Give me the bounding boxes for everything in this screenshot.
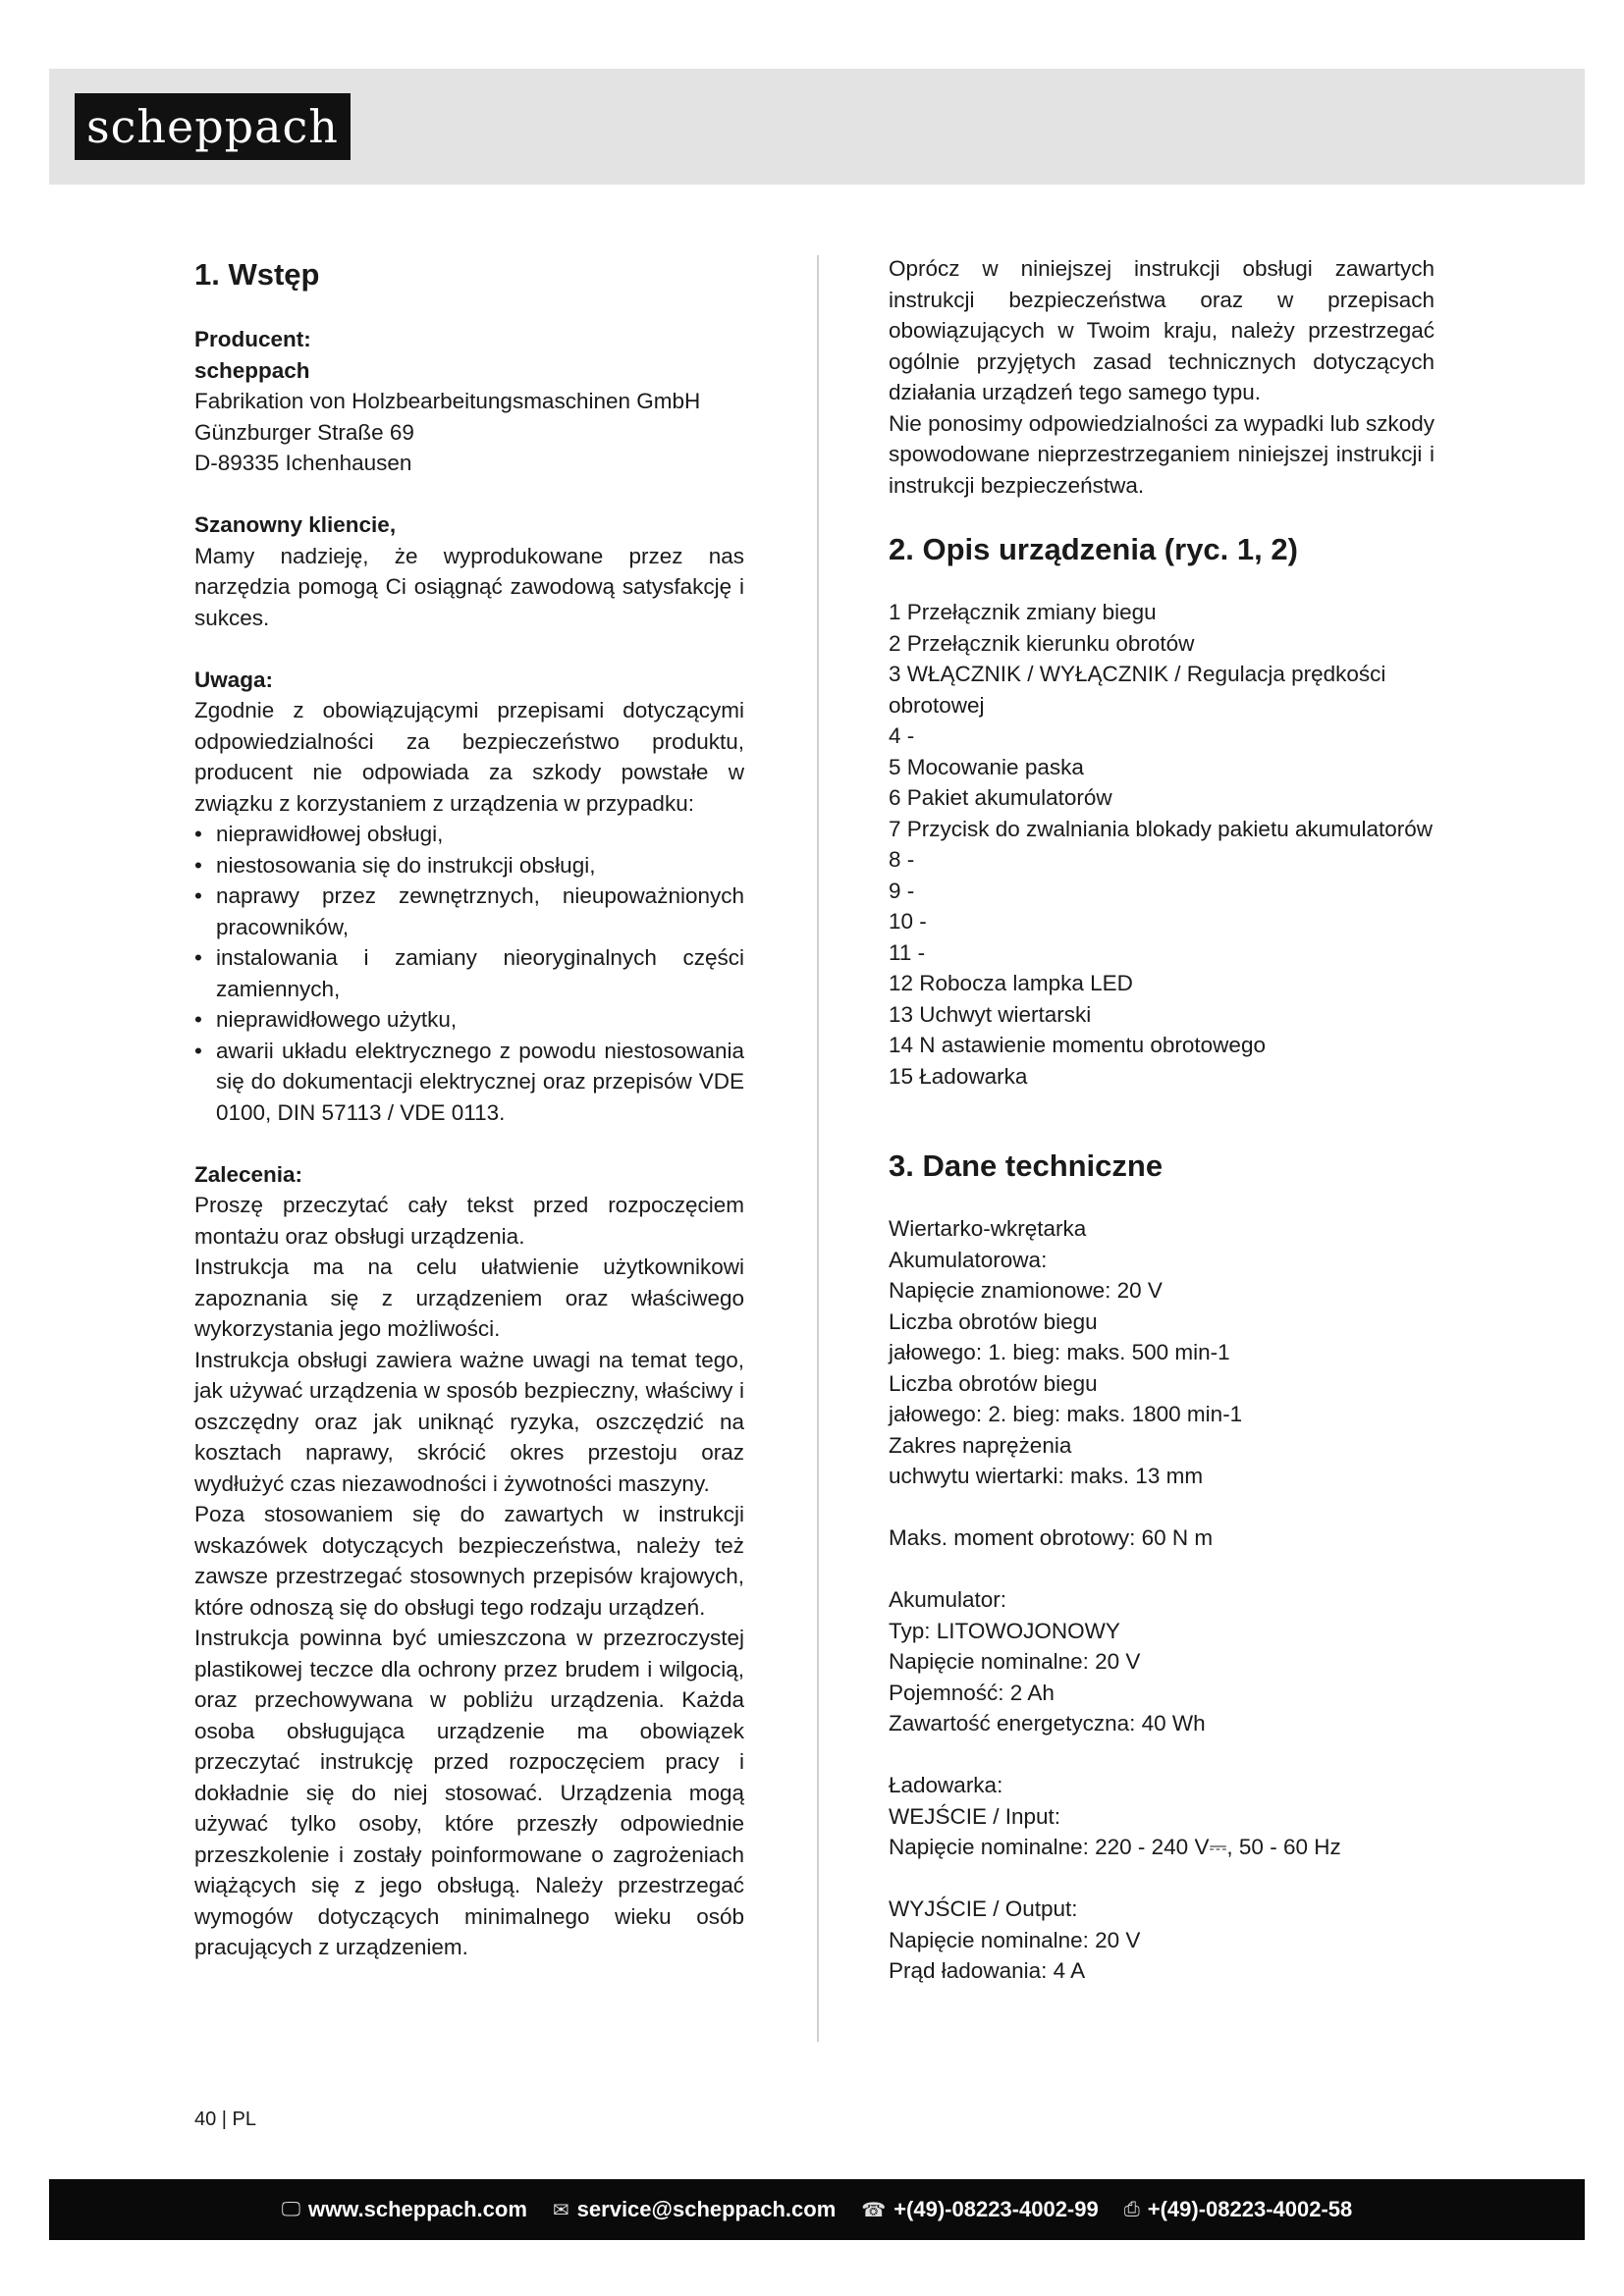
section-title-technical-data: 3. Dane techniczne [889, 1148, 1164, 1183]
list-item: • nieprawidłowego użytku, [194, 1004, 744, 1036]
recommendation-paragraph: Instrukcja ma na celu ułatwienie użytkownikowi zapoznania się z urządzeniem oraz właściwego wykorzystania jego możliwości. [194, 1255, 744, 1341]
list-item: 1 Przełącznik zmiany biegu [889, 600, 1157, 624]
tech-line: WEJŚCIE / Input: [889, 1803, 1061, 1829]
list-item: 3 WŁĄCZNIK / WYŁĄCZNIK / Regulacja prędkości obrotowej [889, 662, 1386, 718]
website-link[interactable]: www.scheppach.com [307, 2197, 527, 2221]
footer-web[interactable] [282, 2197, 527, 2222]
tech-line: Wiertarko-wkrętarka [889, 1216, 1087, 1241]
list-item: 5 Mocowanie paska [889, 754, 1084, 779]
parts-list [889, 597, 1435, 1092]
dear-text: Mamy nadzieję, że wyprodukowane przez nas narzędzia pomogą Ci osiągnąć zawodową satysfakcję i sukces. [194, 543, 744, 630]
tech-line: jałowego: 2. bieg: maks. 1800 min-1 [889, 1402, 1243, 1426]
tech-line: Pojemność: 2 Ah [889, 1680, 1055, 1705]
liability-list [194, 819, 744, 1128]
recommendations-label: Zalecenia: [194, 1161, 303, 1187]
footer-phone [861, 2197, 1098, 2222]
recommendation-paragraph: Instrukcja obsługi zawiera ważne uwagi na temat tego, jak używać urządzenia w sposób bezpieczny, właściwy i oszczędny oraz jak uniknąć ryzyka, oszczędzić na kosztach naprawy, skrócić okres przestoju oraz wydłużyć czas niezawodności i żywotności maszyny. [194, 1347, 744, 1496]
header-band [49, 69, 1585, 185]
producer-name: scheppach [194, 357, 310, 383]
list-item: • instalowania i zamiany nieoryginalnych części zamiennych, [194, 942, 744, 1004]
tech-line: Zawartość energetyczna: 40 Wh [889, 1711, 1206, 1735]
page-number: 40 | PL [194, 2109, 257, 2130]
list-item: 2 Przełącznik kierunku obrotów [889, 630, 1195, 656]
tech-line: Liczba obrotów biegu [889, 1308, 1098, 1334]
tech-line: Akumulatorowa: [889, 1247, 1048, 1272]
producer-line: Günzburger Straße 69 [194, 419, 414, 445]
tech-line: Zakres naprężenia [889, 1432, 1072, 1458]
intro-paragraph: Nie ponosimy odpowiedzialności za wypadki lub szkody spowodowane nieprzestrzeganiem niniejszej instrukcji i instrukcji bezpieczeństwa. [889, 410, 1435, 498]
dear-label: Szanowny kliencie, [194, 512, 397, 537]
tech-line: WYJŚCIE / Output: [889, 1896, 1078, 1921]
footer-contact-bar [49, 2179, 1585, 2240]
tech-line: jałowego: 1. bieg: maks. 500 min-1 [889, 1340, 1230, 1364]
right-column [889, 253, 1435, 1987]
recommendation-paragraph: Poza stosowaniem się do zawartych w instrukcji wskazówek dotyczących bezpieczeństwa, należy też zawsze przestrzegać stosownych przepisów krajowych, które odnoszą się do obsługi tego rodzaju urządzeń. [194, 1502, 744, 1620]
list-item: 7 Przycisk do zwalniania blokady pakietu akumulatorów [889, 816, 1434, 841]
phone-number: +(49)-08223-4002-99 [893, 2197, 1099, 2221]
tech-line: Napięcie nominalne: 220 - 240 V⎓, 50 - 60 Hz [889, 1835, 1341, 1859]
list-item: 15 Ładowarka [889, 1063, 1028, 1089]
footer-email[interactable] [553, 2197, 836, 2222]
list-item: 13 Uchwyt wiertarski [889, 1001, 1092, 1027]
list-item: 4 - [889, 723, 915, 748]
phone-icon: ☎ [861, 2199, 887, 2221]
intro-paragraph: Oprócz w niniejszej instrukcji obsługi zawartych instrukcji bezpieczeństwa oraz w przepisach obowiązujących w Twoim kraju, należy przestrzegać ogólnie przyjętych zasad technicznych dotyczących działania urządzeń tego samego typu. [889, 256, 1435, 404]
list-item: 11 - [889, 939, 926, 965]
list-item: 10 - [889, 909, 927, 934]
tech-line: Napięcie nominalne: 20 V [889, 1649, 1141, 1674]
list-item: 9 - [889, 878, 915, 903]
fax-icon: ⎙ [1123, 2198, 1140, 2220]
footer-fax [1124, 2197, 1353, 2222]
section-title-description: 2. Opis urządzenia (ryc. 1, 2) [889, 532, 1298, 566]
list-item: • nieprawidłowej obsługi, [194, 819, 744, 850]
producer-line: Fabrikation von Holzbearbeitungsmaschinen GmbH [194, 389, 701, 413]
list-item: • niestosowania się do instrukcji obsługi, [194, 850, 744, 881]
recommendation-paragraph: Instrukcja powinna być umieszczona w przezroczystej plastikowej teczce dla ochrony przez brudem i wilgocią, oraz przechowywana w pobliżu urządzenia. Każda osoba obsługująca urządzenie ma obowiązek przeczytać instrukcję przed rozpoczęciem pracy i dokładnie się do niej stosować. Urządzenia mogą używać tylko osoby, które przeszły odpowiednie przeszkolenie i zostały poinformowane o zagrożeniach wiążących się z jego obsługą. Należy przestrzegać wymogów dotyczących minimalnego wieku osób pracujących z urządzeniem. [194, 1626, 744, 1959]
tech-line: Prąd ładowania: 4 A [889, 1958, 1086, 1983]
left-column [194, 253, 744, 1963]
tech-line: Ładowarka: [889, 1773, 1003, 1797]
tech-line: uchwytu wiertarki: maks. 13 mm [889, 1464, 1204, 1488]
monitor-icon: 🖵 [281, 2198, 300, 2220]
column-divider [817, 255, 819, 2042]
section-title-intro: 1. Wstęp [194, 257, 320, 292]
list-item: 8 - [889, 847, 915, 872]
fax-number: +(49)-08223-4002-58 [1147, 2197, 1353, 2221]
list-item: • awarii układu elektrycznego z powodu niestosowania się do dokumentacji elektrycznej oraz przepisów VDE 0100, DIN 57113 / VDE 0113. [194, 1036, 744, 1129]
tech-line: Liczba obrotów biegu [889, 1370, 1098, 1396]
tech-line: Typ: LITOWOJONOWY [889, 1618, 1120, 1643]
tech-line: Maks. moment obrotowy: 60 N m [889, 1525, 1214, 1550]
list-item: 14 N astawienie momentu obrotowego [889, 1033, 1266, 1057]
email-link[interactable]: service@scheppach.com [576, 2197, 837, 2221]
note-text: Zgodnie z obowiązującymi przepisami dotyczącymi odpowiedzialności za bezpieczeństwo produktu, producent nie odpowiada za szkody powstałe w związku z korzystaniem z urządzenia w przypadku: [194, 698, 744, 816]
list-item: 6 Pakiet akumulatorów [889, 785, 1112, 810]
recommendation-paragraph: Proszę przeczytać cały tekst przed rozpoczęciem montażu oraz obsługi urządzenia. [194, 1193, 744, 1249]
list-item: 12 Robocza lampka LED [889, 971, 1133, 995]
mail-icon: ✉ [552, 2199, 569, 2221]
tech-line: Akumulator: [889, 1587, 1007, 1612]
producer-label: Producent: [194, 327, 311, 351]
note-label: Uwaga: [194, 667, 274, 692]
tech-line: Napięcie nominalne: 20 V [889, 1927, 1141, 1952]
tech-line: Napięcie znamionowe: 20 V [889, 1278, 1163, 1303]
producer-line: D-89335 Ichenhausen [194, 451, 412, 475]
list-item: • naprawy przez zewnętrznych, nieupoważnionych pracowników, [194, 881, 744, 942]
scheppach-logo: scheppach [75, 93, 351, 160]
